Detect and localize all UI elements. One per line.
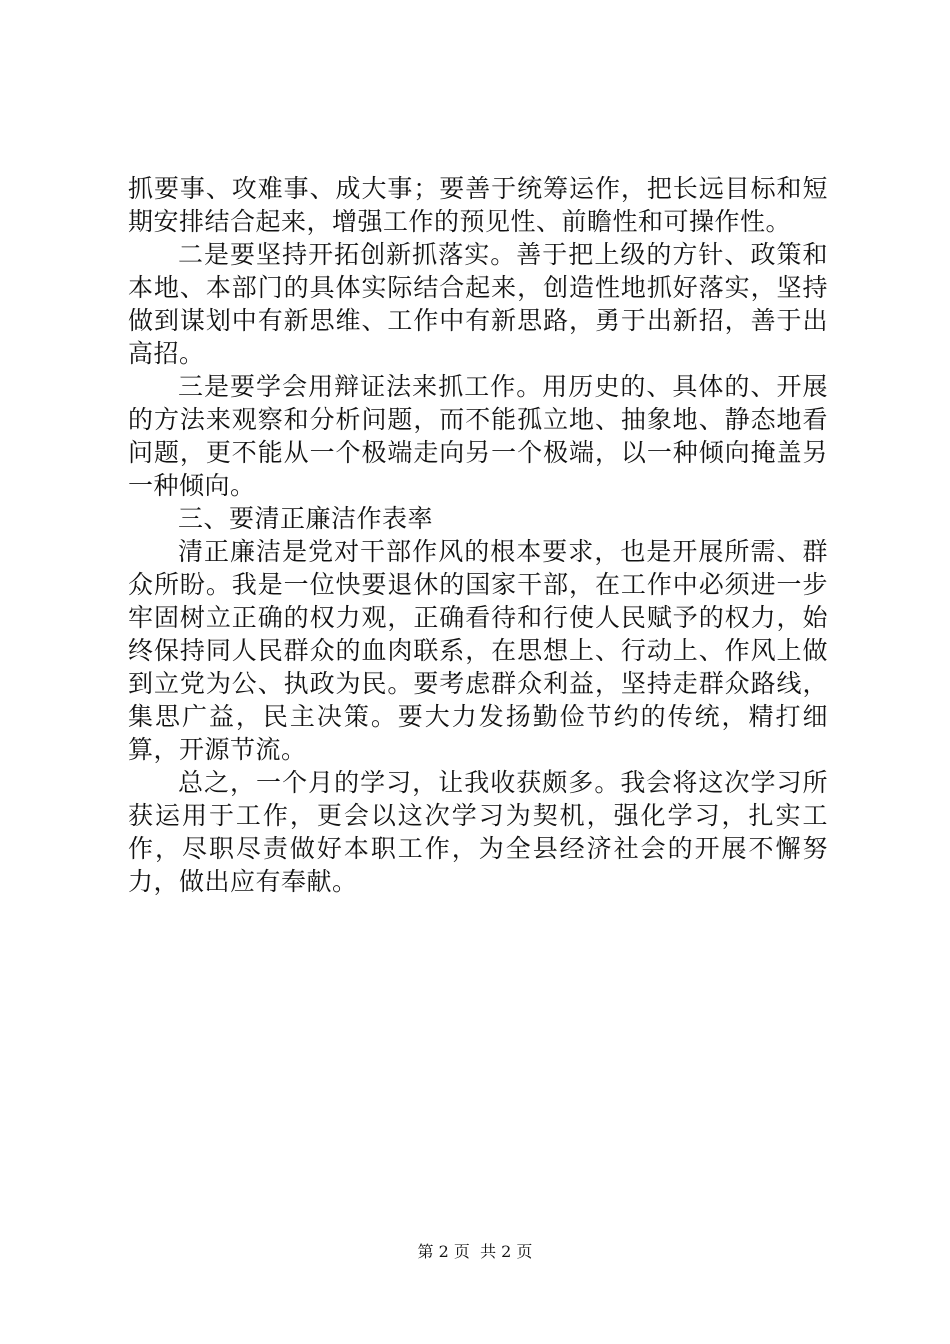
page-footer (0, 1242, 950, 1262)
paragraph-1: 抓要事、攻难事、成大事；要善于统筹运作，把长远目标和短期安排结合起来，增强工作的预见性、前瞻性和可操作性。 (128, 174, 828, 236)
paragraph-3: 三是要学会用辩证法来抓工作。用历史的、具体的、开展的方法来观察和分析问题，而不能孤立地、抽象地、静态地看问题，更不能从一个极端走向另一个极端，以一种倾向掩盖另一种倾向。 (128, 372, 828, 500)
document-body (128, 172, 828, 898)
page-number: 第 2 页 共 2 页 (417, 1242, 533, 1261)
paragraph-5: 总之，一个月的学习，让我收获颇多。我会将这次学习所获运用于工作，更会以这次学习为契机，强化学习，扎实工作，尽职尽责做好本职工作，为全县经济社会的开展不懈努力，做出应有奉献。 (128, 768, 828, 896)
paragraph-2: 二是要坚持开拓创新抓落实。善于把上级的方针、政策和本地、本部门的具体实际结合起来，创造性地抓好落实，坚持做到谋划中有新思维、工作中有新思路，勇于出新招，善于出高招。 (128, 240, 828, 368)
section-heading: 三、要清正廉洁作表率 (178, 504, 434, 533)
paragraph-4: 清正廉洁是党对干部作风的根本要求，也是开展所需、群众所盼。我是一位快要退休的国家干部，在工作中必须进一步牢固树立正确的权力观，正确看待和行使人民赋予的权力，始终保持同人民群众的血肉联系，在思想上、行动上、作风上做到立党为公、执政为民。要考虑群众利益，坚持走群众路线，集思广益，民主决策。要大力发扬勤俭节约的传统，精打细算，开源节流。 (128, 537, 828, 764)
